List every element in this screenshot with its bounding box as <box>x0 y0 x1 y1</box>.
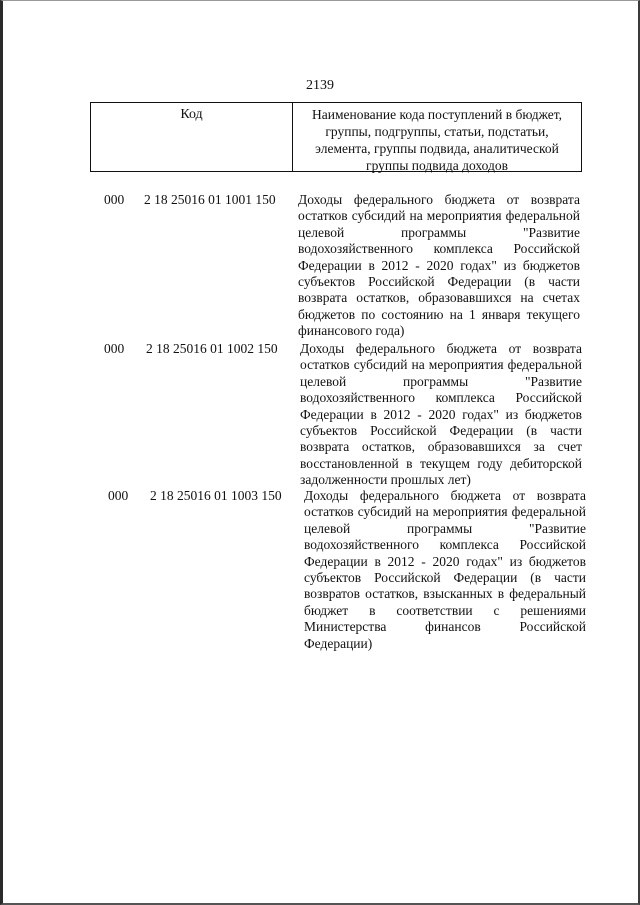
row-prefix: 000 <box>108 488 129 503</box>
table-header <box>90 102 582 172</box>
row-description: Доходы федерального бюджета от возврата остатков субсидий на мероприятия федеральной целевой программы "Развитие водохозяйственного комплекса Российской Федерации в 2012 - 2020 годах" из бюджетов субъектов Российской Федерации (в части возвратов остатков, взысканных в федеральный бюджет в соответствии с решениями Министерства финансов Российской Федерации) <box>304 488 586 651</box>
row-description: Доходы федерального бюджета от возврата остатков субсидий на мероприятия федеральной целевой программы "Развитие водохозяйственного комплекса Российской Федерации в 2012 - 2020 годах" из бюджетов субъектов Российской Федерации (в части возврата остатков, образовавшихся на счетах бюджетов по состоянию на 1 января текущего финансового года) <box>298 192 580 339</box>
row-code: 2 18 25016 01 1003 150 <box>150 488 282 503</box>
header-code-column: Код <box>91 103 293 171</box>
row-prefix: 000 <box>104 341 125 356</box>
page-number: 2139 <box>306 78 334 93</box>
row-code: 2 18 25016 01 1002 150 <box>146 341 278 356</box>
row-description: Доходы федерального бюджета от возврата остатков субсидий на мероприятия федеральной целевой программы "Развитие водохозяйственного комплекса Российской Федерации в 2012 - 2020 годах" из бюджетов субъектов Российской Федерации (в части возврата остатков, образовавшихся за счет восстановленной в текущем году дебиторской задолженности прошлых лет) <box>300 341 582 488</box>
row-code: 2 18 25016 01 1001 150 <box>144 192 276 207</box>
row-prefix: 000 <box>104 192 125 207</box>
header-name-column: Наименование кода поступлений в бюджет, группы, подгруппы, статьи, подстатьи, элемента, группы подвида, аналитической группы подвида доходов <box>311 107 562 173</box>
